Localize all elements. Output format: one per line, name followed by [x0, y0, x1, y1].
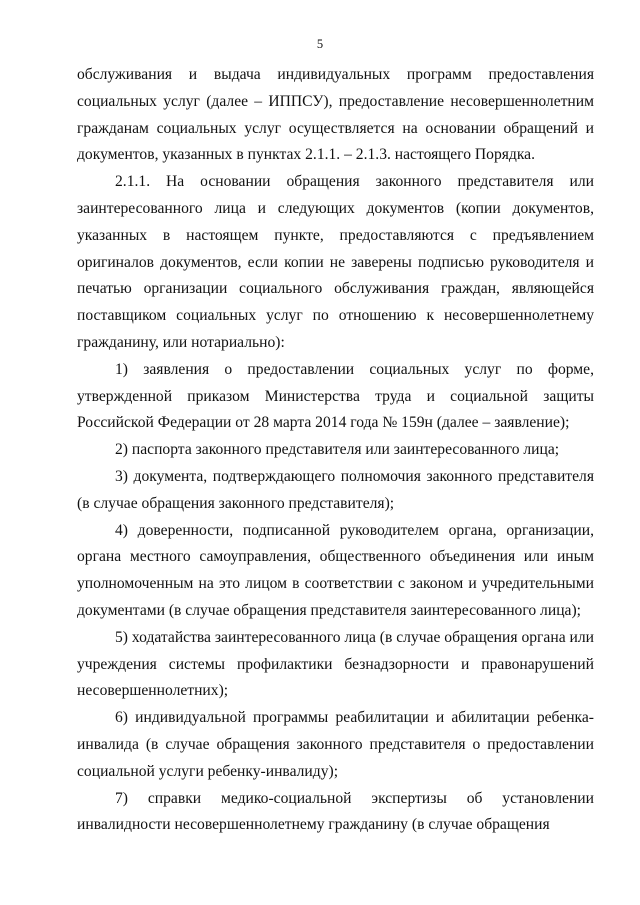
document-body — [77, 62, 594, 839]
list-item-1: 1) заявления о предоставлении социальных услуг по форме, утвержденной приказом Министерства труда и социальной защиты Российской Федерации от 28 марта 2014 года № 159н (далее – заявление); — [77, 360, 594, 432]
list-item-5: 5) ходатайства заинтересованного лица (в случае обращения органа или учреждения системы профилактики безнадзорности и правонарушений несовершеннолетних); — [77, 628, 594, 700]
page-number: 5 — [316, 37, 324, 51]
list-item-3: 3) документа, подтверждающего полномочия законного представителя (в случае обращения законного представителя); — [77, 467, 594, 512]
list-item-6: 6) индивидуальной программы реабилитации и абилитации ребенка-инвалида (в случае обращения законного представителя о предоставлении социальной услуги ребенку-инвалиду); — [77, 709, 594, 780]
list-item-7: 7) справки медико-социальной экспертизы об установлении инвалидности несовершеннолетнему гражданину (в случае обращения — [77, 789, 594, 834]
list-item-4: 4) доверенности, подписанной руководителем органа, организации, органа местного самоуправления, общественного объединения или иным уполномоченным на это лицом в соответствии с законом и учредительными документами (в случае обращения представителя заинтересованного лица); — [77, 521, 594, 619]
list-item-2: 2) паспорта законного представителя или заинтересованного лица; — [115, 441, 560, 459]
paragraph-continuation: обслуживания и выдача индивидуальных программ предоставления социальных услуг (далее – ИППСУ), предоставление несовершеннолетним гражданам социальных услуг осуществляется на основании обращений и документов, указанных в пунктах 2.1.1. – 2.1.3. настоящего Порядка. — [77, 66, 594, 164]
paragraph-2-1-1: 2.1.1. На основании обращения законного представителя или заинтересованного лица и следующих документов (копии документов, указанных в настоящем пункте, предоставляются с предъявлением оригиналов документов, если копии не заверены подписью руководителя и печатью организации социального обслуживания граждан, являющейся поставщиком социальных услуг по отношению к несовершеннолетнему гражданину, или нотариально): — [77, 173, 594, 351]
